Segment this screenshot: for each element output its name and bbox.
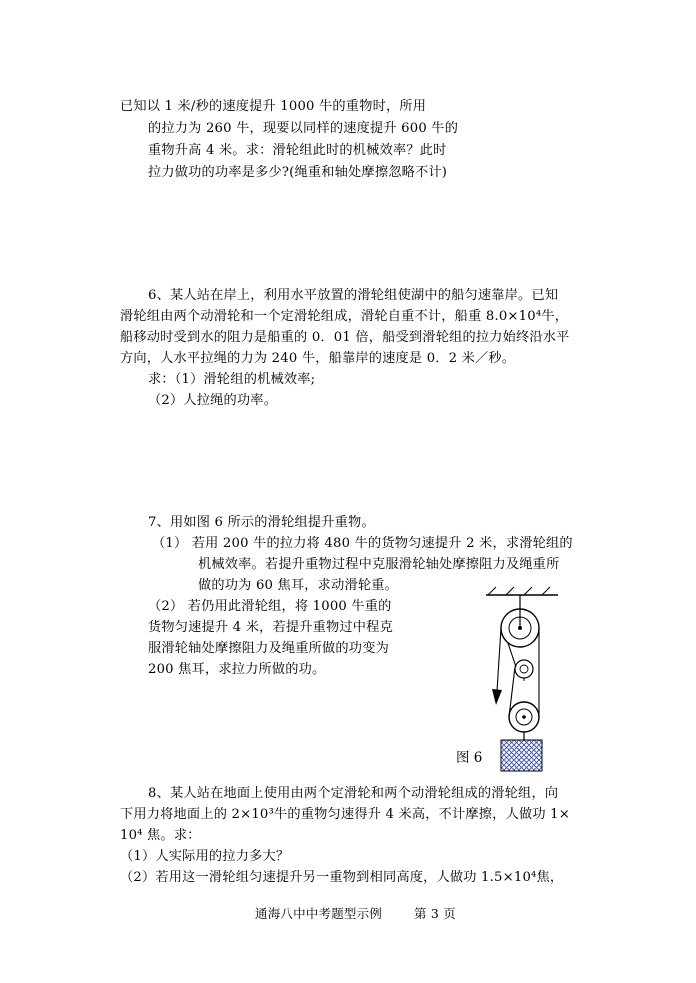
q8-line-3: 10⁴ 焦。求：: [120, 828, 201, 843]
q8-line-4: （1）人实际用的拉力多大？: [120, 849, 290, 864]
q6-line-3: 船移动时受到水的阻力是船重的 0．01 倍，船受到滑轮组的拉力始终沿水平: [120, 330, 570, 345]
load-block: [501, 740, 542, 771]
pull-rope: [497, 628, 501, 691]
pull-arrow: [492, 689, 502, 705]
intro-line-4: 拉力做功的功率是多少?(绳重和轴处摩擦忽略不计): [148, 165, 448, 180]
q7-line-5: （2） 若仍用此滑轮组，将 1000 牛重的: [148, 599, 392, 614]
pulley-diagram: [484, 585, 564, 775]
figure-6-label: 图 6: [456, 750, 483, 766]
q7-line-4: 做的功为 60 焦耳，求动滑轮重。: [198, 578, 399, 593]
q7-line-8: 200 焦耳，求拉力所做的功。: [148, 662, 326, 677]
q6-line-1: 6、某人站在岸上，利用水平放置的滑轮组使湖中的船匀速靠岸。已知: [148, 288, 559, 303]
q6-line-2: 滑轮组由两个动滑轮和一个定滑轮组成，滑轮自重不计，船重 8.0×10⁴牛，: [120, 309, 569, 324]
ceiling-hatch: [488, 587, 550, 595]
intro-line-1: 已知以 1 米/秒的速度提升 1000 牛的重物时，所用: [120, 99, 427, 114]
q7-line-2: （1） 若用 200 牛的拉力将 480 牛的货物匀速提升 2 米，求滑轮组的: [152, 536, 573, 551]
q6-line-6: （2）人拉绳的功率。: [148, 393, 278, 408]
q7-line-7: 服滑轮轴处摩擦阻力及绳重所做的功变为: [148, 641, 389, 656]
q7-line-3: 机械效率。若提升重物过程中克服滑轮轴处摩擦阻力及绳重所: [198, 557, 560, 572]
q8-line-5: （2）若用这一滑轮组匀速提升另一重物到相同高度，人做功 1.5×10⁴焦，: [120, 870, 564, 885]
small-pulley: [515, 660, 533, 678]
q7-line-1: 7、用如图 6 所示的滑轮组提升重物。: [148, 515, 375, 530]
q8-line-2: 下用力将地面上的 2×10³牛的重物匀速得升 4 米高，不计摩擦，人做功 1×: [120, 807, 570, 822]
q6-line-4: 方向，人水平拉绳的力为 240 牛，船靠岸的速度是 0．2 米／秒。: [120, 351, 516, 366]
q6-line-5: 求：（1）滑轮组的机械效率;: [148, 372, 316, 387]
q7-line-6: 货物匀速提升 4 米，若提升重物过中程克: [148, 620, 393, 635]
intro-line-2: 的拉力为 260 牛，现要以同样的速度提升 600 牛的: [148, 121, 459, 136]
footer-source: 通海八中中考题型示例: [255, 906, 383, 921]
footer-page-number: 第 3 页: [414, 906, 456, 921]
intro-line-3: 重物升高 4 米。求：滑轮组此时的机械效率？此时: [148, 143, 447, 158]
q8-line-1: 8、某人站在地面上使用由两个定滑轮和两个动滑轮组成的滑轮组，向: [148, 786, 559, 801]
